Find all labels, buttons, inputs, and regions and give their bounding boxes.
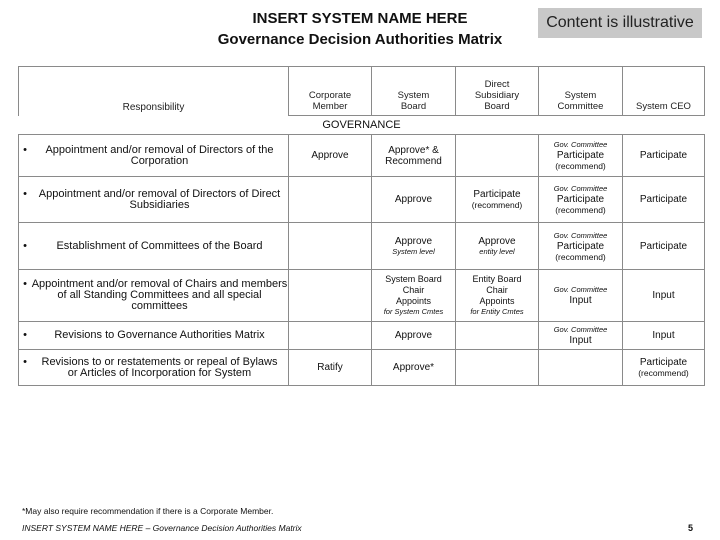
cell-corporate-member: [289, 270, 372, 322]
row-responsibility: • Revisions to or restatements or repeal of Bylaws or Articles of Incorporation for System: [19, 350, 289, 386]
cell-corporate-member: Approve: [289, 135, 372, 177]
section-row: [19, 116, 705, 135]
col-header-corporate-member: Corporate Member: [289, 67, 372, 116]
cell-corporate-member: [289, 223, 372, 270]
cell-system-ceo: Participate (recommend): [623, 350, 705, 386]
title-matrix-name: Governance Decision Authorities Matrix: [217, 31, 503, 48]
cell-system-board: System Board Chair Appoints for System Cmtes: [372, 270, 456, 322]
cell-corporate-member: [289, 177, 372, 223]
cell-system-committee: Gov. Committee Participate (recommend): [539, 135, 623, 177]
cell-system-ceo: Participate: [623, 177, 705, 223]
cell-corporate-member: [289, 322, 372, 350]
cell-system-committee: [539, 350, 623, 386]
cell-system-committee: Gov. Committee Participate (recommend): [539, 223, 623, 270]
table-row: [19, 350, 705, 386]
row-responsibility: • Appointment and/or removal of Directors of Direct Subsidiaries: [19, 177, 289, 223]
cell-direct-subsidiary-board: [456, 135, 539, 177]
table-row: [19, 177, 705, 223]
cell-system-board: Approve*: [372, 350, 456, 386]
cell-corporate-member: Ratify: [289, 350, 372, 386]
col-header-system-ceo: System CEO: [623, 67, 705, 116]
header-row: [19, 67, 705, 116]
section-governance: GOVERNANCE: [322, 118, 401, 131]
authorities-matrix: [18, 66, 705, 386]
footer-text: INSERT SYSTEM NAME HERE – Governance Decision Authorities Matrix: [22, 523, 302, 533]
cell-system-committee: Gov. Committee Input: [539, 270, 623, 322]
cell-direct-subsidiary-board: [456, 350, 539, 386]
col-header-system-board: System Board: [372, 67, 456, 116]
table-row: [19, 135, 705, 177]
row-responsibility: • Appointment and/or removal of Chairs and members of all Standing Committees and all special committees: [19, 270, 289, 322]
cell-system-committee: Gov. Committee Participate (recommend): [539, 177, 623, 223]
cell-system-ceo: Participate: [623, 135, 705, 177]
col-header-system-committee: System Committee: [539, 67, 623, 116]
table-row: [19, 223, 705, 270]
row-responsibility: • Appointment and/or removal of Directors of the Corporation: [19, 135, 289, 177]
cell-system-committee: Gov. Committee Input: [539, 322, 623, 350]
table-row: [19, 270, 705, 322]
cell-system-board: Approve: [372, 177, 456, 223]
title-system-name: INSERT SYSTEM NAME HERE: [252, 10, 468, 27]
cell-direct-subsidiary-board: [456, 322, 539, 350]
cell-direct-subsidiary-board: Entity Board Chair Appoints for Entity Cmtes: [456, 270, 539, 322]
col-header-direct-subsidiary-board: Direct Subsidiary Board: [456, 67, 539, 116]
cell-direct-subsidiary-board: Approve entity level: [456, 223, 539, 270]
cell-system-ceo: Input: [623, 270, 705, 322]
illustrative-badge: Content is illustrative: [538, 8, 702, 38]
row-responsibility: • Revisions to Governance Authorities Matrix: [19, 322, 289, 350]
col-header-responsibility: Responsibility: [19, 67, 289, 116]
page-title: [150, 8, 570, 50]
cell-system-board: Approve System level: [372, 223, 456, 270]
cell-direct-subsidiary-board: Participate (recommend): [456, 177, 539, 223]
cell-system-ceo: Participate: [623, 223, 705, 270]
table-row: [19, 322, 705, 350]
row-responsibility: • Establishment of Committees of the Board: [19, 223, 289, 270]
cell-system-ceo: Input: [623, 322, 705, 350]
footnote: *May also require recommendation if there is a Corporate Member.: [22, 506, 274, 516]
page-number: 5: [688, 523, 694, 533]
cell-system-board: Approve: [372, 322, 456, 350]
cell-system-board: Approve* & Recommend: [372, 135, 456, 177]
